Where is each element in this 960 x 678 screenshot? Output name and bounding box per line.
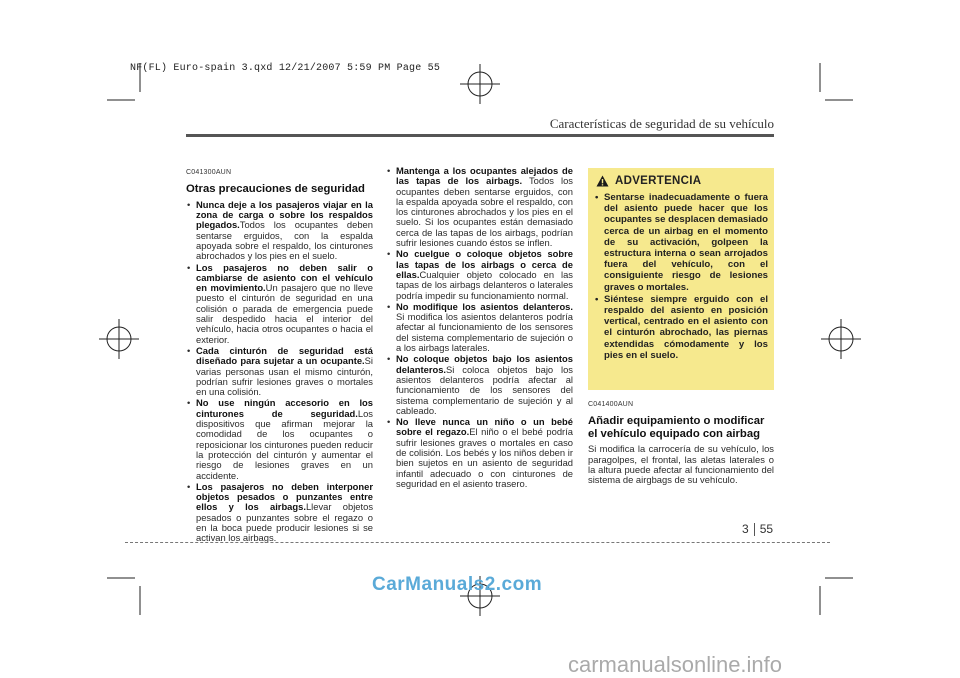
registration-mark-left bbox=[99, 319, 139, 359]
list-item: • Mantenga a los ocupantes alejados de las tapas de los airbags. Todos los ocupantes deben sentarse erguidos, con la espalda apoyada sobre el respaldo, con los cinturones abrochados y los pies en el suelo. Si los ocupantes están demasiado cerca de las tapas de los airbags, podrían sufrir lesiones cuando éstos se inflen. bbox=[386, 166, 573, 248]
section-heading: Otras precauciones de seguridad bbox=[186, 183, 365, 196]
column-middle bbox=[386, 166, 573, 490]
registration-mark-top bbox=[460, 64, 500, 104]
list-item: • Nunca deje a los pasajeros viajar en la zona de carga o sobre los respaldos plegados.Todos los ocupantes deben sentarse erguidos, con la espalda apoyada sobre el respaldo, los cinturones abrochados y los pies en el suelo. bbox=[186, 200, 373, 262]
section-title: Características de seguridad de su vehículo bbox=[549, 116, 774, 131]
list-item: • No lleve nunca un niño o un bebé sobre el regazo.El niño o el bebé podría sufrir lesiones graves o mortales en caso de colisión. Los bebés y los niños deben ir bien sujetos en un asiento de seguridad infantil adecuado o con cinturones de seguridad en el asiento trasero. bbox=[386, 417, 573, 489]
header-rule bbox=[186, 134, 774, 137]
watermark-link[interactable]: CarManuals2.com bbox=[372, 574, 543, 595]
list-item: • Sentarse inadecuadamente o fuera del asiento puede hacer que los ocupantes se desplacen demasiado cerca de un airbag en el momento de su activación, golpeen la estructura interna o sean arrojados fuera del vehículo, con el consiguiente riesgo de lesiones graves o mortales. bbox=[594, 192, 768, 293]
section-heading: Añadir equipamiento o modificar el vehículo equipado con airbag bbox=[588, 415, 765, 440]
warning-title: ADVERTENCIA bbox=[615, 175, 702, 187]
warning-triangle-icon bbox=[596, 175, 609, 187]
list-item: • Siéntese siempre erguido con el respaldo del asiento en posición vertical, centrado en el asiento con el cinturón abrochado, las piernas extendidas cómodamente y los pies en el suelo. bbox=[594, 294, 768, 361]
section-code: C041400AUN bbox=[588, 401, 634, 408]
section-code: C041300AUN bbox=[186, 169, 232, 176]
print-file-line: NF(FL) Euro-spain 3.qxd 12/21/2007 5:59 PM Page 55 bbox=[130, 63, 441, 74]
list-item: • Cada cinturón de seguridad está diseñado para sujetar a un ocupante.Si varias personas usan el mismo cinturón, podrían sufrir lesiones graves o mortales en una colisión. bbox=[186, 346, 373, 397]
warning-box bbox=[588, 168, 774, 390]
precautions-list bbox=[186, 200, 373, 544]
page-number-value: 55 bbox=[759, 522, 774, 536]
list-item: • Los pasajeros no deben salir o cambiarse de asiento con el vehículo en movimiento.Un pasajero que no lleve puesto el cinturón de seguridad en una colisión o parada de emergencia puede salir despedido hacia el interior del vehículo, hacia otros ocupantes o hacia el exterior. bbox=[186, 263, 373, 345]
registration-mark-right bbox=[821, 319, 861, 359]
chapter-number: 3 bbox=[742, 522, 749, 536]
list-item: • No modifique los asientos delanteros. Si modifica los asientos delanteros podría afectar al funcionamiento de los sensores del sistema complementario de sujeción o a los airbags laterales. bbox=[386, 302, 573, 353]
list-item: • No cuelgue o coloque objetos sobre las tapas de los airbags o cerca de ellas.Cualquier objeto colocado en las tapas de los airbags delanteros o laterales podría impedir su funcionamiento normal. bbox=[386, 249, 573, 300]
column-right bbox=[588, 400, 774, 485]
warning-list bbox=[594, 192, 768, 362]
list-item: • No coloque objetos bajo los asientos delanteros.Si coloca objetos bajo los asientos delanteros podría afectar al funcionamiento de los sensores del sistema complementario de sujeción y al cableado. bbox=[386, 354, 573, 416]
list-item: • No use ningún accesorio en los cinturones de seguridad.Los dispositivos que afirman mejorar la comodidad de los ocupantes o reposicionar los cinturones pueden reducir la protección del cinturón y aumentar el riesgo de lesiones graves en un accidente. bbox=[186, 398, 373, 480]
body-paragraph: Si modifica la carrocería de su vehículo, los paragolpes, el frontal, las aletas laterales o la altura puede afectar al funcionamiento del sistema de airgbags de su vehículo. bbox=[588, 443, 774, 486]
footer-watermark: carmanualsonline.info bbox=[568, 652, 783, 677]
page-number-divider bbox=[754, 523, 755, 536]
footer-rule bbox=[125, 542, 830, 543]
page-number bbox=[742, 522, 773, 536]
list-item: • Los pasajeros no deben interponer objetos pesados o punzantes entre ellos y los airbags.Llevar objetos pesados o punzantes sobre el regazo o en la boca puede producir lesiones si se activan los airbags. bbox=[186, 482, 373, 544]
precautions-list-continued bbox=[386, 166, 573, 489]
warning-header bbox=[596, 175, 701, 187]
column-left bbox=[186, 168, 373, 545]
